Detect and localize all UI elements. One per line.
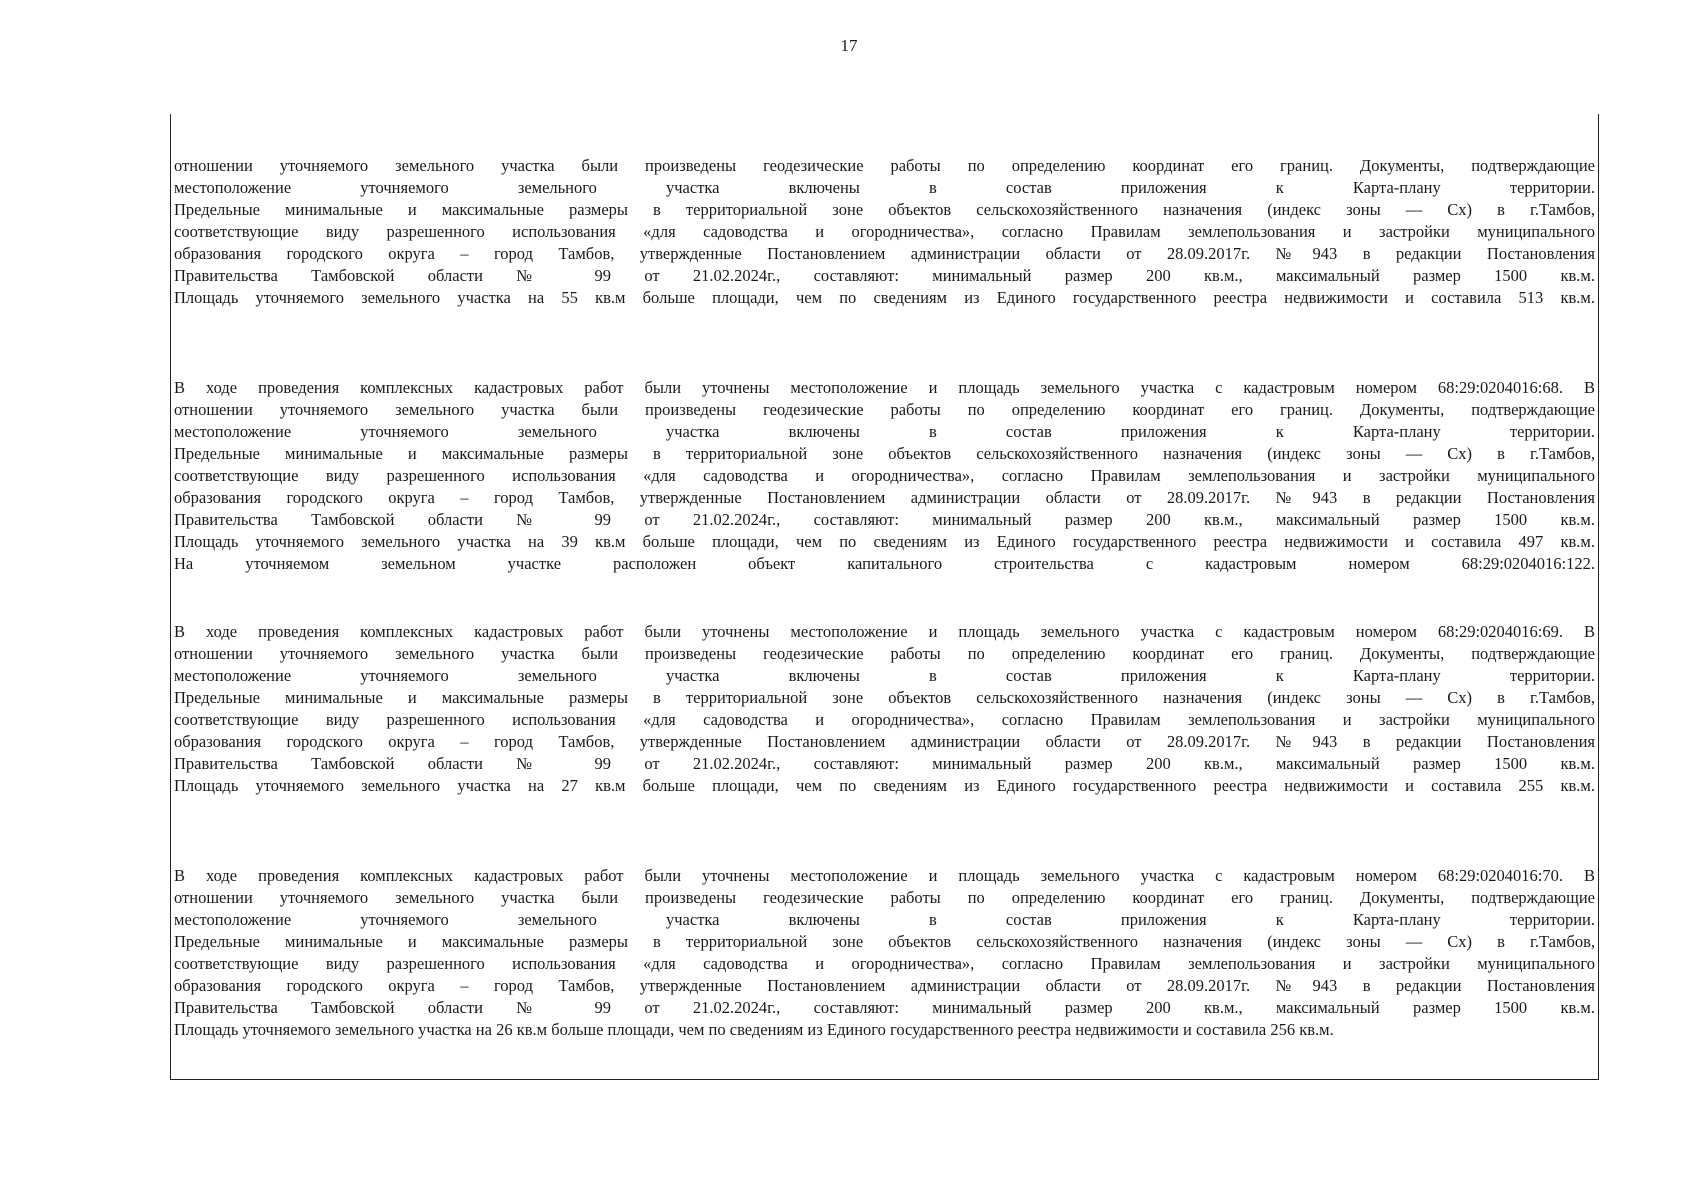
text-line: Площадь уточняемого земельного участка на 27 кв.м больше площади, чем по сведениям из Единого государственного реестра недвижимости и составила 255 кв.м.	[174, 776, 1595, 795]
paragraph-3	[174, 621, 1595, 797]
text-line: Площадь уточняемого земельного участка на 39 кв.м больше площади, чем по сведениям из Единого государственного реестра недвижимости и составила 497 кв.м.	[174, 532, 1595, 551]
text-line: отношении уточняемого земельного участка были произведены геодезические работы по определению координат его границ. Документы, подтверждающие	[174, 156, 1595, 175]
text-line: отношении уточняемого земельного участка были произведены геодезические работы по определению координат его границ. Документы, подтверждающие	[174, 644, 1595, 663]
text-line: местоположение уточняемого земельного участка включены в состав приложения к Карта-плану территории.	[174, 910, 1595, 929]
text-line: образования городского округа – город Тамбов, утвержденные Постановлением администрации области от 28.09.2017г. №943 в редакции Постановления	[174, 244, 1595, 263]
text-line: отношении уточняемого земельного участка были произведены геодезические работы по определению координат его границ. Документы, подтверждающие	[174, 400, 1595, 419]
text-line: На уточняемом земельном участке расположен объект капитального строительства с кадастровым номером 68:29:0204016:122.	[174, 554, 1595, 573]
text-line: Предельные минимальные и максимальные размеры в территориальной зоне объектов сельскохозяйственного назначения (индекс зоны — Сх) в г.Тамбов,	[174, 688, 1595, 707]
text-line: Правительства Тамбовской области № 99 от 21.02.2024г., составляют: минимальный размер 200 кв.м., максимальный размер 1500 кв.м.	[174, 998, 1595, 1017]
text-line: образования городского округа – город Тамбов, утвержденные Постановлением администрации области от 28.09.2017г. №943 в редакции Постановления	[174, 488, 1595, 507]
text-line: Предельные минимальные и максимальные размеры в территориальной зоне объектов сельскохозяйственного назначения (индекс зоны — Сх) в г.Тамбов,	[174, 932, 1595, 951]
text-line: соответствующие виду разрешенного использования «для садоводства и огородничества», согласно Правилам землепользования и застройки муниципального	[174, 466, 1595, 485]
text-line: местоположение уточняемого земельного участка включены в состав приложения к Карта-плану территории.	[174, 666, 1595, 685]
text-line: Правительства Тамбовской области № 99 от 21.02.2024г., составляют: минимальный размер 200 кв.м., максимальный размер 1500 кв.м.	[174, 510, 1595, 529]
text-line: местоположение уточняемого земельного участка включены в состав приложения к Карта-плану территории.	[174, 178, 1595, 197]
text-line: В ходе проведения комплексных кадастровых работ были уточнены местоположение и площадь земельного участка с кадастровым номером 68:29:0204016:69. В	[174, 622, 1595, 641]
text-line: Предельные минимальные и максимальные размеры в территориальной зоне объектов сельскохозяйственного назначения (индекс зоны — Сх) в г.Тамбов,	[174, 444, 1595, 463]
text-line: соответствующие виду разрешенного использования «для садоводства и огородничества», согласно Правилам землепользования и застройки муниципального	[174, 222, 1595, 241]
text-line: образования городского округа – город Тамбов, утвержденные Постановлением администрации области от 28.09.2017г. №943 в редакции Постановления	[174, 976, 1595, 995]
text-line: Площадь уточняемого земельного участка на 55 кв.м больше площади, чем по сведениям из Единого государственного реестра недвижимости и составила 513 кв.м.	[174, 288, 1595, 307]
text-line: Площадь уточняемого земельного участка на 26 кв.м больше площади, чем по сведениям из Единого государственного реестра недвижимости и составила 256 кв.м.	[174, 1020, 1334, 1039]
paragraph-1	[174, 155, 1595, 309]
paragraph-2	[174, 377, 1595, 575]
text-line: Правительства Тамбовской области № 99 от 21.02.2024г., составляют: минимальный размер 200 кв.м., максимальный размер 1500 кв.м.	[174, 266, 1595, 285]
text-line: В ходе проведения комплексных кадастровых работ были уточнены местоположение и площадь земельного участка с кадастровым номером 68:29:0204016:70. В	[174, 866, 1595, 885]
paragraph-4	[174, 865, 1595, 1041]
text-line: Правительства Тамбовской области № 99 от 21.02.2024г., составляют: минимальный размер 200 кв.м., максимальный размер 1500 кв.м.	[174, 754, 1595, 773]
text-line: В ходе проведения комплексных кадастровых работ были уточнены местоположение и площадь земельного участка с кадастровым номером 68:29:0204016:68. В	[174, 378, 1595, 397]
text-line: соответствующие виду разрешенного использования «для садоводства и огородничества», согласно Правилам землепользования и застройки муниципального	[174, 954, 1595, 973]
page-number: 17	[840, 36, 858, 55]
text-line: местоположение уточняемого земельного участка включены в состав приложения к Карта-плану территории.	[174, 422, 1595, 441]
text-line: отношении уточняемого земельного участка были произведены геодезические работы по определению координат его границ. Документы, подтверждающие	[174, 888, 1595, 907]
text-line: соответствующие виду разрешенного использования «для садоводства и огородничества», согласно Правилам землепользования и застройки муниципального	[174, 710, 1595, 729]
text-line: Предельные минимальные и максимальные размеры в территориальной зоне объектов сельскохозяйственного назначения (индекс зоны — Сх) в г.Тамбов,	[174, 200, 1595, 219]
text-line: образования городского округа – город Тамбов, утвержденные Постановлением администрации области от 28.09.2017г. №943 в редакции Постановления	[174, 732, 1595, 751]
